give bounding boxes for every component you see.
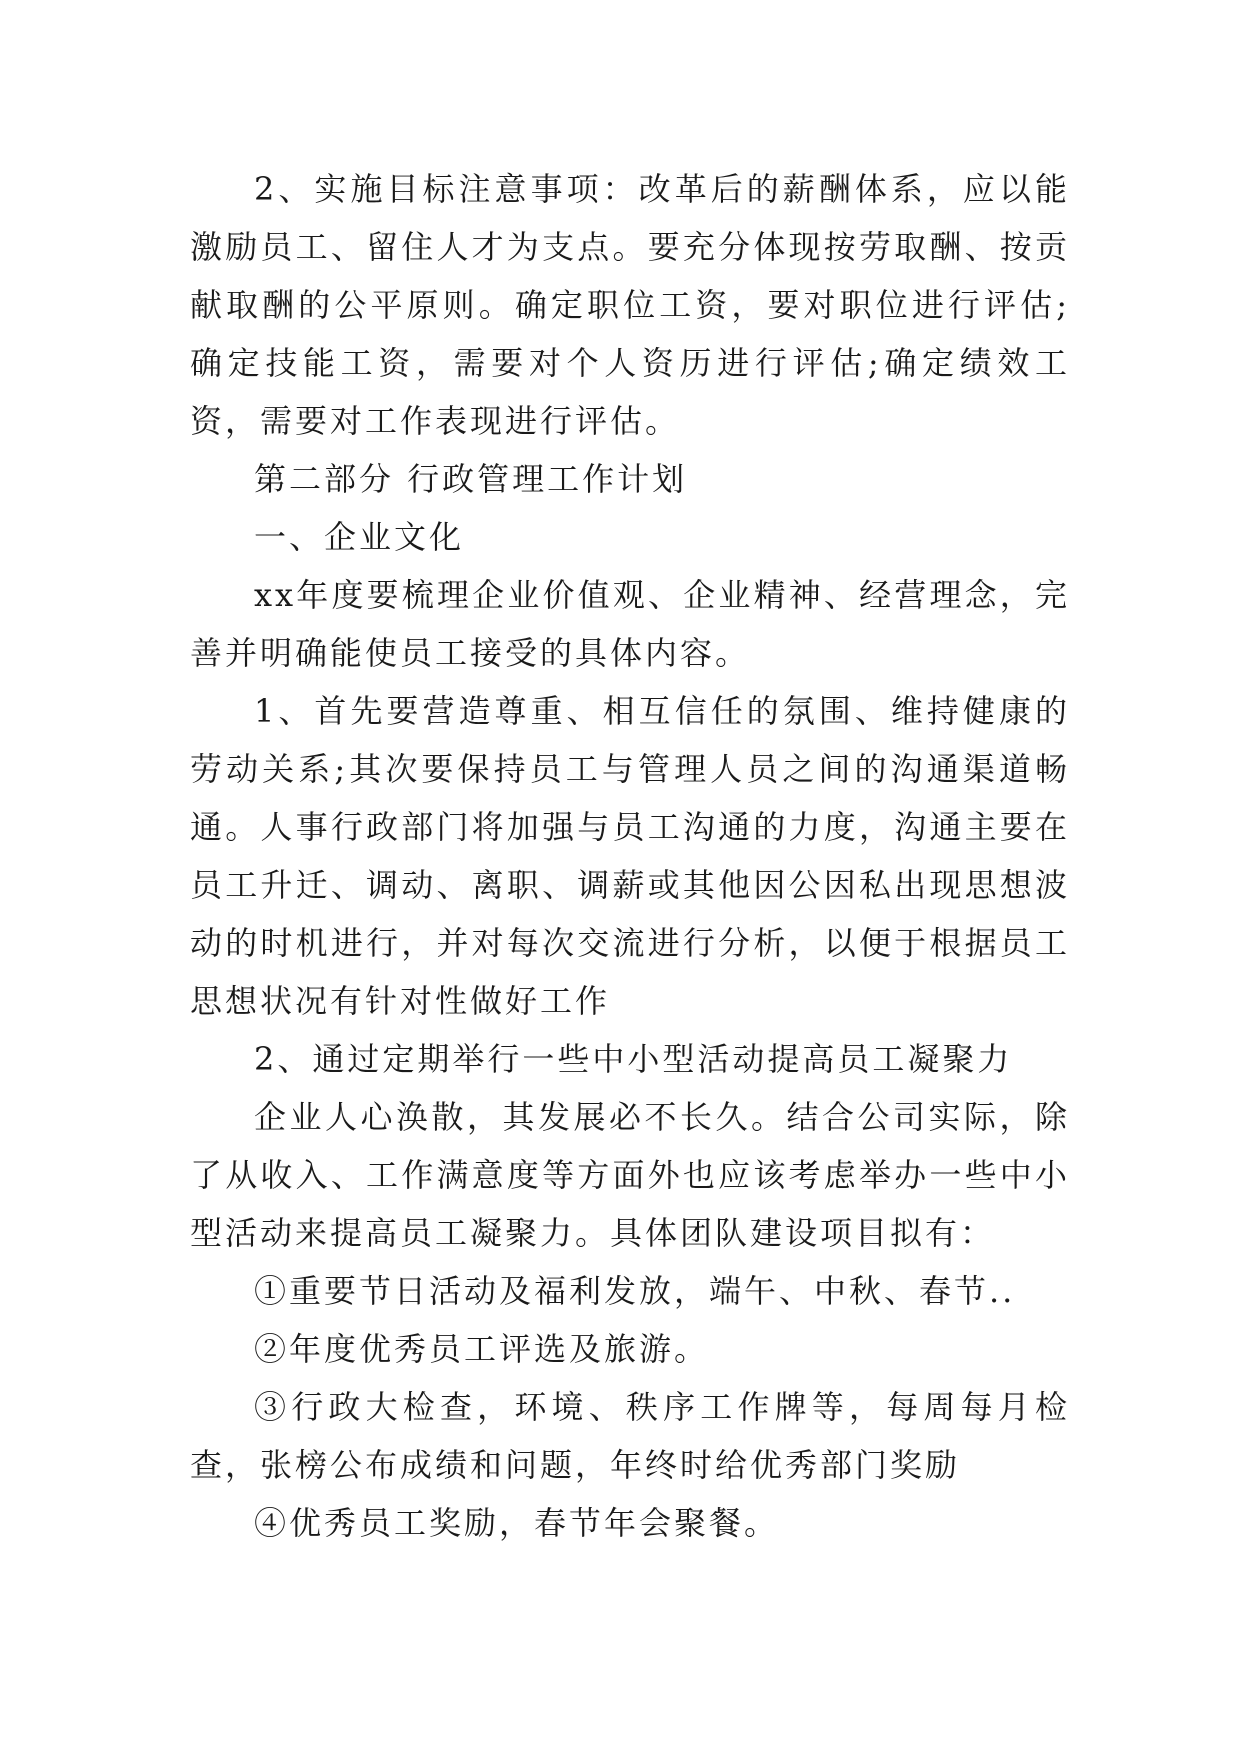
paragraph-annual-values: xx年度要梳理企业价值观、企业精神、经营理念，完善并明确能使员工接受的具体内容。 bbox=[190, 576, 1070, 672]
list-item-staff-rewards: ④优秀员工奖励，春节年会聚餐。 bbox=[254, 1504, 780, 1542]
paragraph-activities-heading: 2、通过定期举行一些中小型活动提高员工凝聚力 bbox=[254, 1040, 1013, 1078]
list-item-annual-excellent-staff: ②年度优秀员工评选及旅游。 bbox=[254, 1330, 710, 1368]
subheading-corporate-culture: 一、企业文化 bbox=[254, 518, 465, 556]
paragraph-cohesion: 企业人心涣散，其发展必不长久。结合公司实际，除了从收入、工作满意度等方面外也应该考虑举办一些中小型活动来提高员工凝聚力。具体团队建设项目拟有： bbox=[190, 1098, 1070, 1252]
list-item-admin-inspection: ③行政大检查，环境、秩序工作牌等，每周每月检查，张榜公布成绩和问题，年终时给优秀部门奖励 bbox=[190, 1388, 1070, 1484]
section-heading-part-two: 第二部分 行政管理工作计划 bbox=[254, 460, 688, 498]
document-body bbox=[190, 160, 1070, 1552]
paragraph-communication: 1、首先要营造尊重、相互信任的氛围、维持健康的劳动关系;其次要保持员工与管理人员之间的沟通渠道畅通。人事行政部门将加强与员工沟通的力度，沟通主要在员工升迁、调动、离职、调薪或其他因公因私出现思想波动的时机进行，并对每次交流进行分析，以便于根据员工思想状况有针对性做好工作 bbox=[190, 692, 1070, 1020]
list-item-holiday-activities: ①重要节日活动及福利发放，端午、中秋、春节.. bbox=[254, 1272, 1016, 1310]
paragraph-salary-notes: 2、实施目标注意事项：改革后的薪酬体系，应以能激励员工、留住人才为支点。要充分体现按劳取酬、按贡献取酬的公平原则。确定职位工资，要对职位进行评估;确定技能工资，需要对个人资历进行评估;确定绩效工资，需要对工作表现进行评估。 bbox=[190, 170, 1070, 440]
